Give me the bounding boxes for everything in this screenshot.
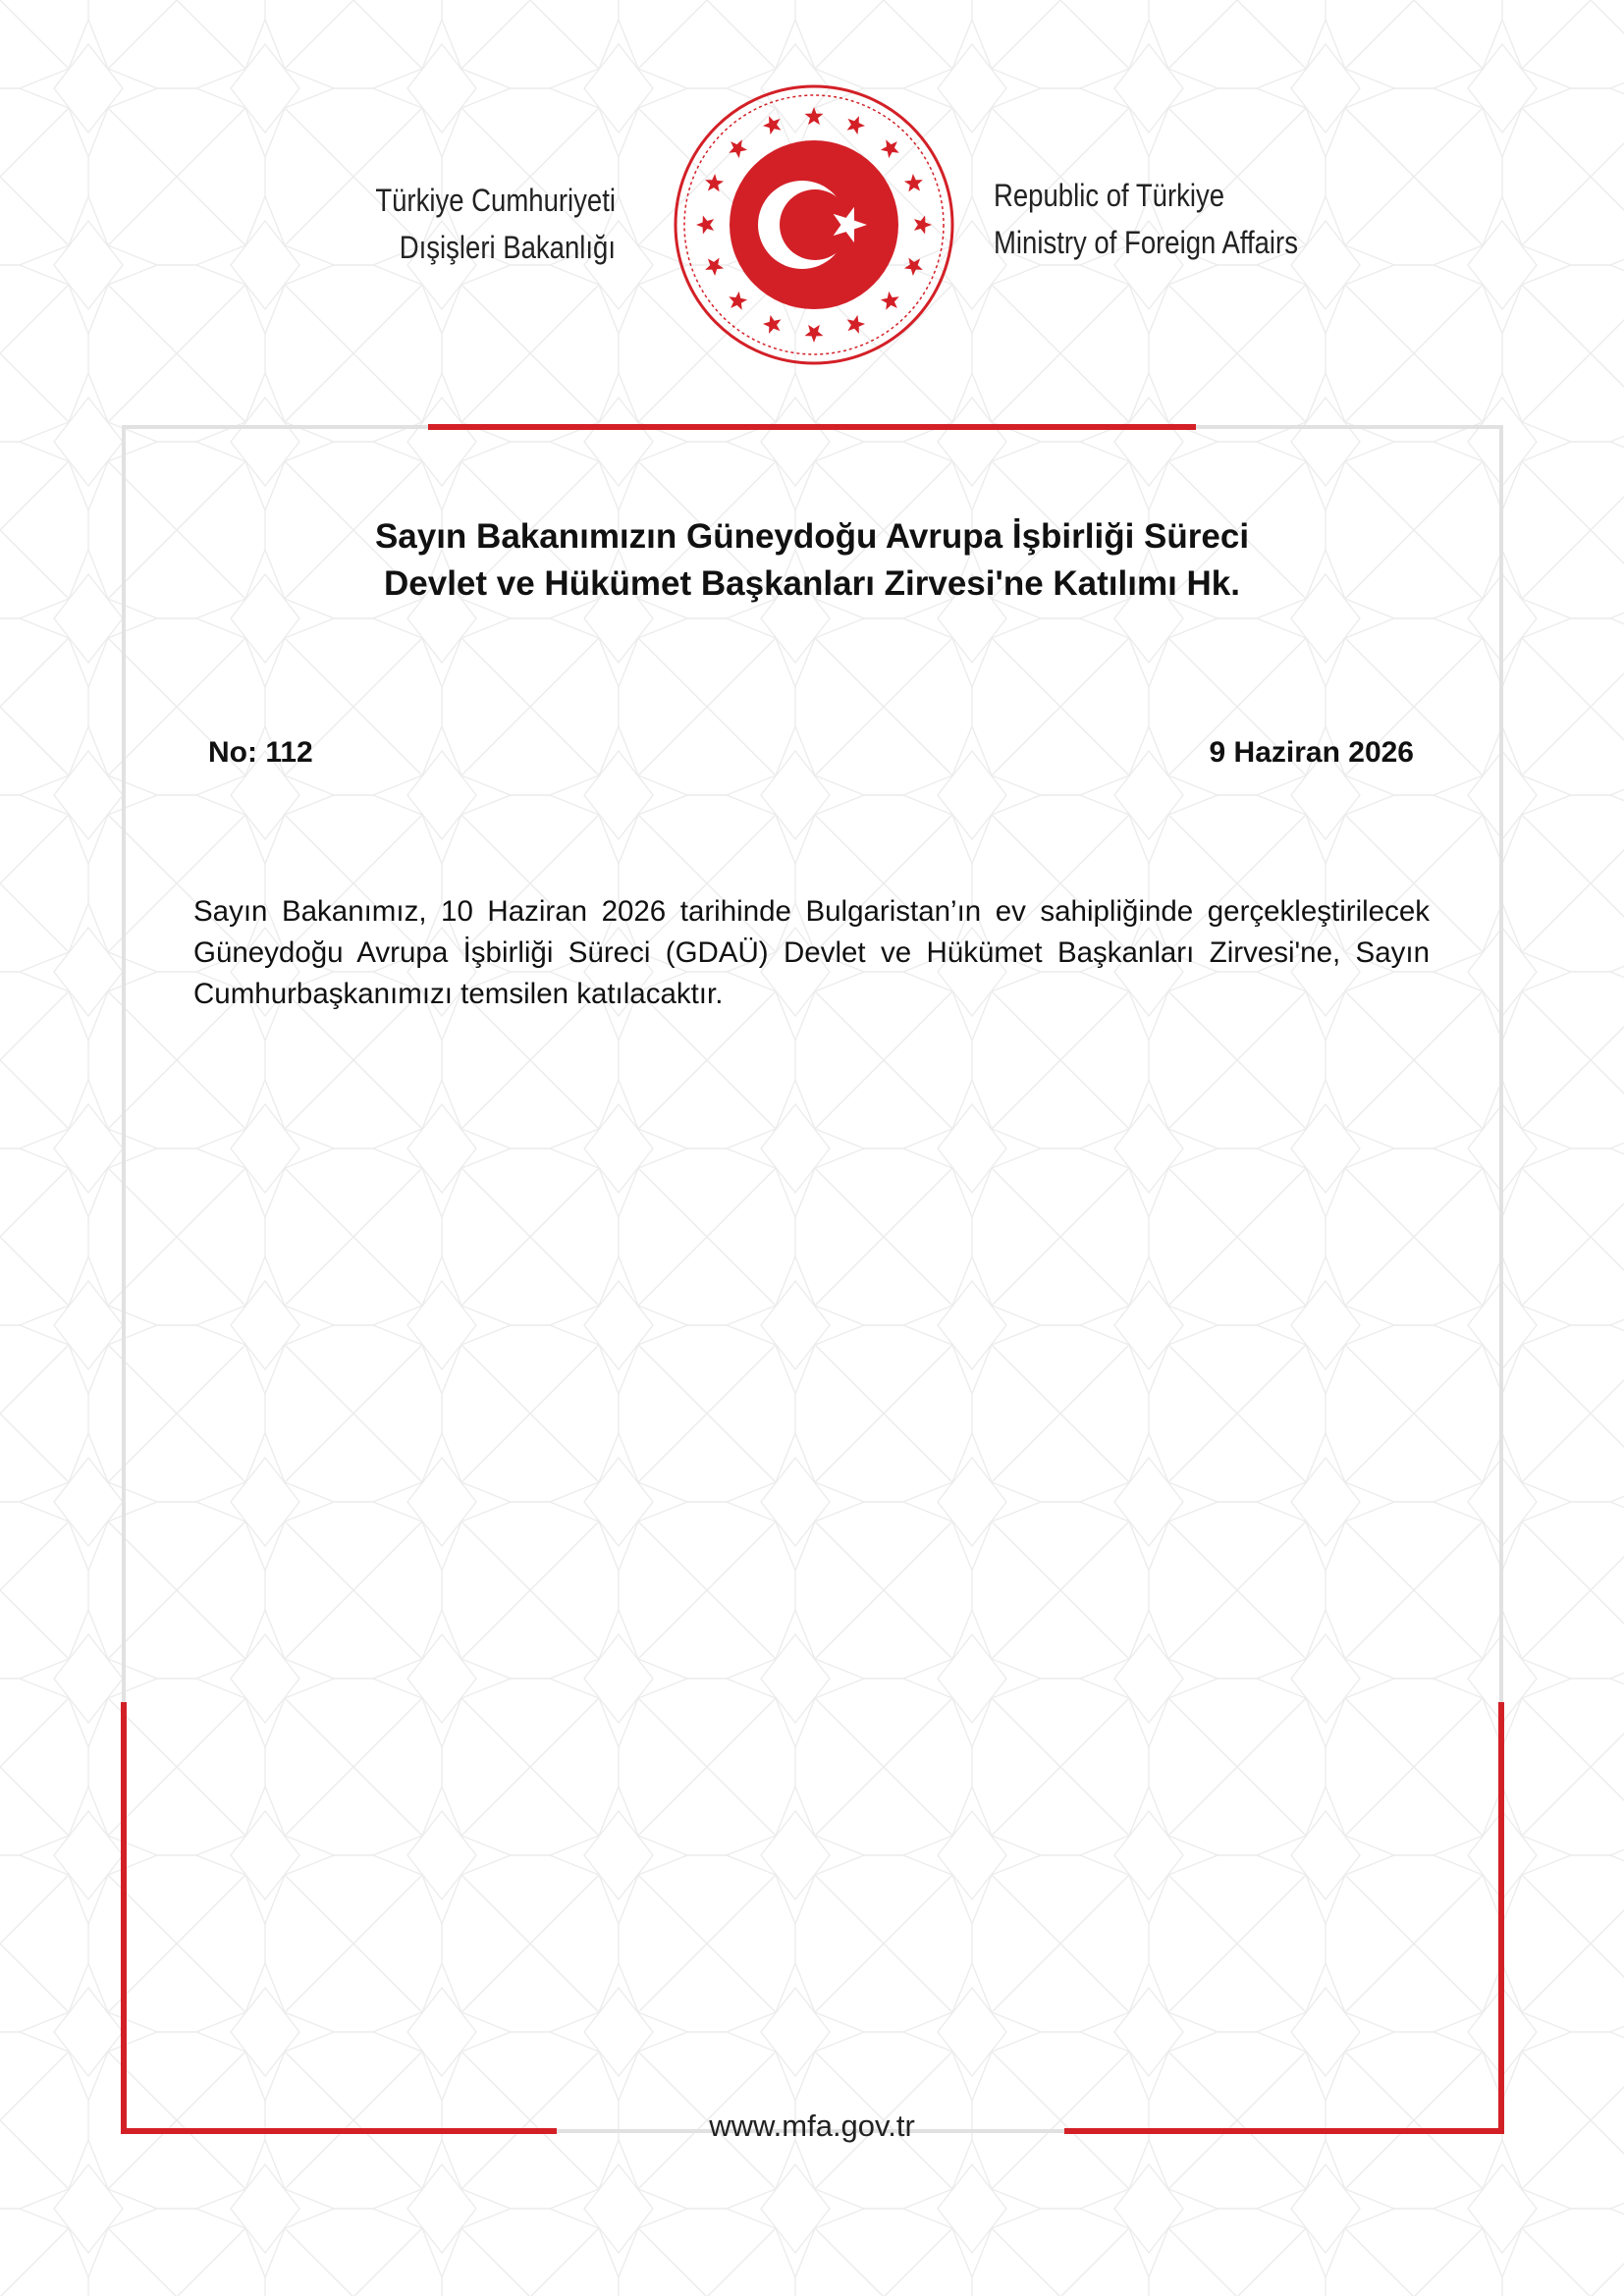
emblem-ring-star-icon	[881, 292, 899, 310]
emblem-ring-star-icon	[763, 315, 781, 334]
emblem-ring-star-icon	[705, 258, 724, 276]
footer-website-link[interactable]: www.mfa.gov.tr	[709, 2109, 915, 2143]
emblem-ring-star-icon	[705, 174, 724, 191]
emblem-ring-star-icon	[763, 116, 781, 134]
emblem-ring-star-icon	[804, 107, 823, 125]
frame-right-accent	[1498, 1702, 1504, 2134]
emblem-ring-star-icon	[729, 292, 747, 310]
emblem-ring-star-icon	[847, 116, 865, 134]
header-tr-line2: Dışişleri Bakanlığı	[399, 230, 616, 265]
frame-top-accent	[428, 424, 1196, 430]
emblem-ring-star-icon	[696, 215, 714, 234]
document-body: Sayın Bakanımız, 10 Haziran 2026 tarihinde Bulgaristan’ın ev sahipliğinde gerçekleştirilecek Güneydoğu Avrupa İşbirliği Süreci (GDAÜ) Devlet ve Hükümet Başkanları Zirvesi'ne, Sayın Cumhurbaşkanımızı temsilen katılacaktır.	[193, 895, 1430, 1010]
emblem-ring-star-icon	[914, 215, 932, 234]
header-en-line1: Republic of Türkiye	[994, 178, 1225, 213]
emblem-ring-star-icon	[904, 258, 923, 276]
emblem-ring-star-icon	[881, 139, 899, 158]
header-en-line2: Ministry of Foreign Affairs	[994, 225, 1298, 260]
emblem-ring-star-icon	[847, 315, 865, 334]
document-title-line2: Devlet ve Hükümet Başkanları Zirvesi'ne Katılımı Hk.	[383, 564, 1240, 603]
emblem-ring-star-icon	[804, 325, 823, 343]
frame-left-accent	[121, 1702, 127, 2134]
header-institution-tr	[311, 177, 616, 271]
header-institution-en	[994, 172, 1348, 266]
document-title	[196, 513, 1428, 608]
header-tr-line1: Türkiye Cumhuriyeti	[375, 183, 616, 218]
emblem-ring-star-icon	[904, 174, 923, 191]
ministry-emblem-icon	[672, 82, 956, 367]
document-number: No: 112	[208, 736, 313, 769]
emblem-ring-star-icon	[729, 139, 747, 158]
document-title-line1: Sayın Bakanımızın Güneydoğu Avrupa İşbirliği Süreci	[374, 517, 1250, 556]
document-date: 9 Haziran 2026	[1209, 736, 1414, 769]
